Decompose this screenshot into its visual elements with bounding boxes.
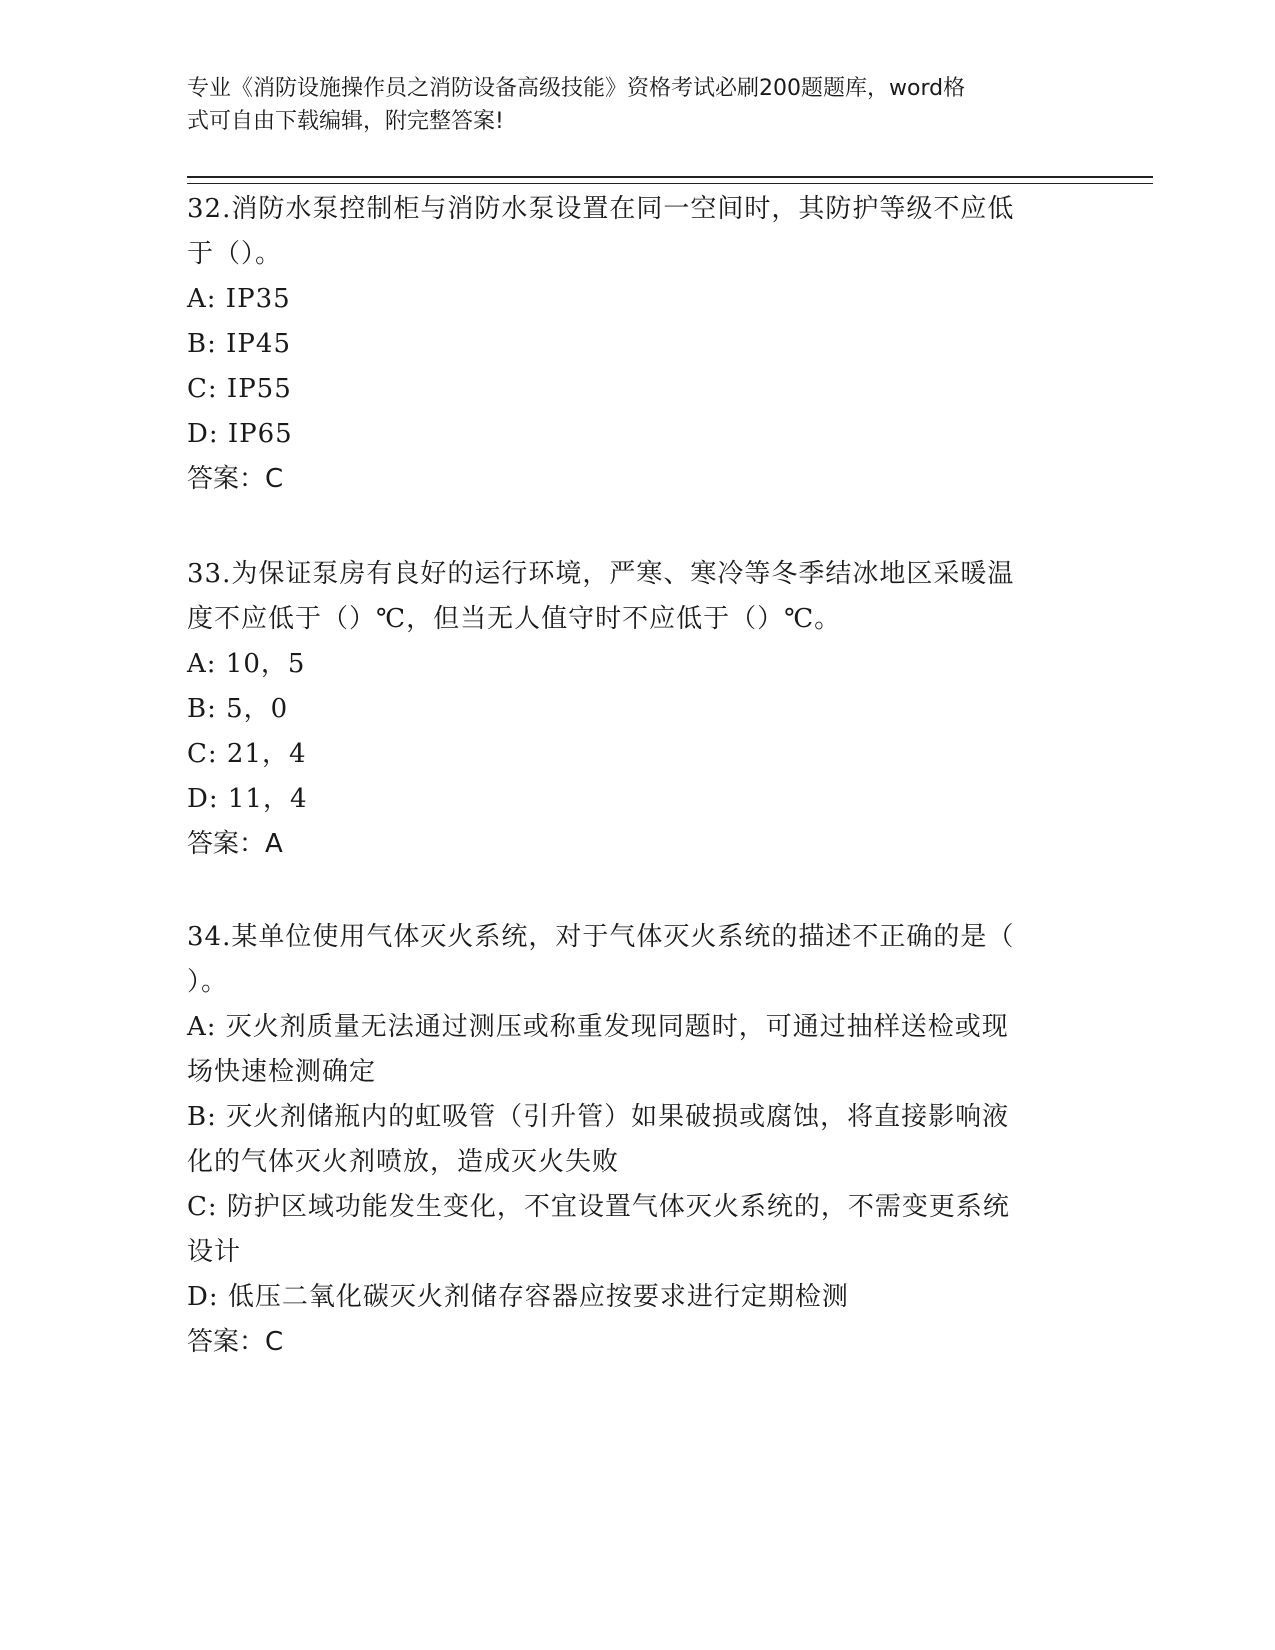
question-stem-line: 度不应低于（）℃，但当无人值守时不应低于（）℃。 <box>187 604 842 634</box>
option-d: D: 低压二氧化碳灭火剂储存容器应按要求进行定期检测 <box>187 1282 849 1312</box>
header-line-2: 式可自由下载编辑，附完整答案! <box>187 109 504 134</box>
header-divider-thick <box>187 176 1153 178</box>
question-stem-line: ）。 <box>187 967 229 997</box>
option-c: C: 防护区域功能发生变化，不宜设置气体灭火系统的，不需变更系统 <box>187 1192 1010 1222</box>
option-a: A: IP35 <box>187 284 291 314</box>
document-header <box>187 72 1067 138</box>
question-34 <box>187 915 1067 1365</box>
header-line-1: 专业《消防设施操作员之消防设备高级技能》资格考试必刷200题题库，word格 <box>187 76 966 101</box>
option-c-continued: 设计 <box>187 1237 242 1267</box>
option-a-continued: 场快速检测确定 <box>187 1057 377 1087</box>
answer-label: 答案：C <box>187 1327 284 1357</box>
answer-label: 答案：A <box>187 829 283 859</box>
question-stem-line: 32.消防水泵控制柜与消防水泵设置在同一空间时，其防护等级不应低 <box>187 194 1015 224</box>
question-stem-line: 33.为保证泵房有良好的运行环境，严寒、寒冷等冬季结冰地区采暖温 <box>187 559 1015 589</box>
option-a: A: 10，5 <box>187 649 306 679</box>
question-stem-line: 34.某单位使用气体灭火系统，对于气体灭火系统的描述不正确的是（ <box>187 922 1015 952</box>
question-32 <box>187 187 1067 502</box>
option-b: B: 5，0 <box>187 694 289 724</box>
option-b: B: 灭火剂储瓶内的虹吸管（引升管）如果破损或腐蚀，将直接影响液 <box>187 1102 1010 1132</box>
option-d: D: 11，4 <box>187 784 308 814</box>
question-33 <box>187 552 1067 867</box>
option-a: A: 灭火剂质量无法通过测压或称重发现同题时，可通过抽样送检或现 <box>187 1012 1009 1042</box>
option-b-continued: 化的气体灭火剂喷放，造成灭火失败 <box>187 1147 620 1177</box>
option-d: D: IP65 <box>187 419 293 449</box>
option-c: C: IP55 <box>187 374 292 404</box>
answer-label: 答案：C <box>187 464 284 494</box>
option-b: B: IP45 <box>187 329 291 359</box>
header-divider-thin <box>187 183 1153 184</box>
option-c: C: 21，4 <box>187 739 307 769</box>
question-stem-line: 于（）。 <box>187 239 283 269</box>
